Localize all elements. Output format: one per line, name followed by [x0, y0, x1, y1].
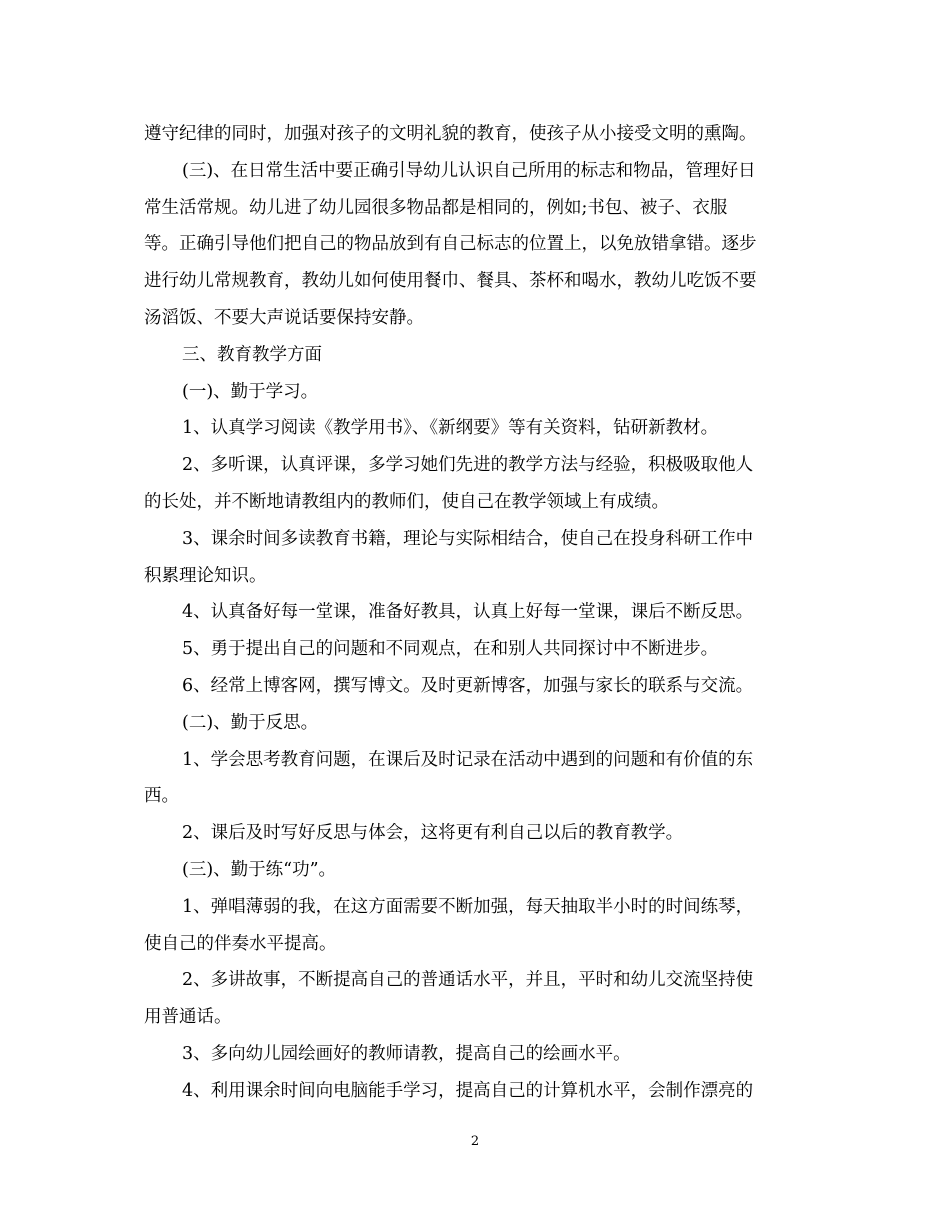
text-line: 1、弹唱薄弱的我，在这方面需要不断加强，每天抽取半小时的时间练琴， — [182, 896, 754, 917]
text-line: 4、认真备好每一堂课，准备好教具，认真上好每一堂课，课后不断反思。 — [182, 602, 754, 623]
subsection-heading: (二)、勤于反思。 — [182, 712, 319, 733]
subsection-heading: (三)、勤于练“功”。 — [182, 859, 337, 880]
text-line: 进行幼儿常规教育，教幼儿如何使用餐巾、餐具、茶杯和喝水，教幼儿吃饭不要 — [144, 271, 757, 292]
text-line: 汤滔饭、不要大声说话要保持安静。 — [144, 307, 424, 328]
text-line: 用普通话。 — [144, 1007, 232, 1028]
text-line: 西。 — [144, 786, 179, 807]
text-line: 1、学会思考教育问题，在课后及时记录在活动中遇到的问题和有价值的东 — [182, 749, 754, 770]
text-line: 6、经常上博客网，撰写博文。及时更新博客，加强与家长的联系与交流。 — [182, 675, 754, 696]
text-line: 3、多向幼儿园绘画好的教师请教，提高自己的绘画水平。 — [182, 1043, 631, 1064]
subsection-heading: (一)、勤于学习。 — [182, 381, 319, 402]
text-line: 4、利用课余时间向电脑能手学习，提高自己的计算机水平，会制作漂亮的 — [182, 1080, 754, 1101]
text-line: 使自己的伴奏水平提高。 — [144, 933, 337, 954]
text-line: 2、多讲故事，不断提高自己的普通话水平，并且，平时和幼儿交流坚持使 — [182, 970, 754, 991]
document-body — [144, 116, 806, 1110]
text-line: 3、课余时间多读教育书籍，理论与实际相结合，使自己在投身科研工作中 — [182, 528, 754, 549]
text-line: 常生活常规。幼儿进了幼儿园很多物品都是相同的，例如;书包、被子、衣服 — [144, 197, 728, 218]
text-line: 积累理论知识。 — [144, 565, 267, 586]
text-line: 2、多听课，认真评课，多学习她们先进的教学方法与经验，积极吸取他人 — [182, 455, 754, 476]
section-heading: 三、教育教学方面 — [182, 344, 322, 365]
text-line: 等。正确引导他们把自己的物品放到有自己标志的位置上，以免放错拿错。逐步 — [144, 234, 757, 255]
text-line: 2、课后及时写好反思与体会，这将更有利自己以后的教育教学。 — [182, 823, 684, 844]
text-line: 遵守纪律的同时，加强对孩子的文明礼貌的教育，使孩子从小接受文明的熏陶。 — [144, 124, 757, 144]
text-line: 1、认真学习阅读《教学用书》、《新纲要》等有关资料，钻研新教材。 — [182, 418, 719, 439]
text-line: 5、勇于提出自己的问题和不同观点，在和别人共同探讨中不断进步。 — [182, 639, 719, 660]
page-number: 2 — [470, 1134, 480, 1149]
text-line: 的长处，并不断地请教组内的教师们，使自己在教学领域上有成绩。 — [144, 491, 669, 512]
text-line: (三)、在日常生活中要正确引导幼儿认识自己所用的标志和物品，管理好日 — [182, 160, 756, 181]
